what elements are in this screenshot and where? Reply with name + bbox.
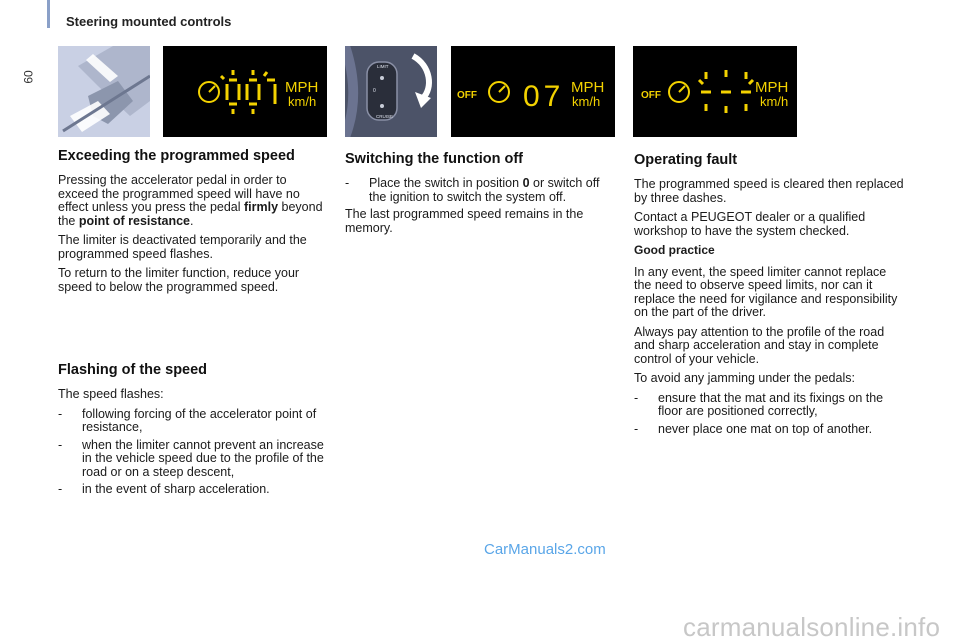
switch-zero-label: 0 [373, 88, 376, 94]
list-item: - Place the switch in position 0 or switch off the ignition to switch the system off. [345, 176, 600, 204]
off-label: OFF [457, 90, 477, 101]
column-exceeding [58, 148, 330, 300]
fault-paragraph-4: Always pay attention to the profile of the road and sharp acceleration and stay in complete control of your vehicle. [634, 324, 885, 366]
kmh-label: km/h [760, 94, 789, 109]
fault-paragraph-1: The programmed speed is cleared then replaced by three dashes. [634, 177, 904, 205]
column-switching [345, 151, 620, 241]
exceeding-paragraph-3: To return to the limiter function, reduce your speed to below the programmed speed. [58, 266, 300, 294]
fault-heading: Operating fault [634, 152, 738, 168]
flashing-speed-display [163, 46, 327, 137]
off-speed-display [451, 46, 615, 137]
switching-heading: Switching the function off [345, 151, 524, 167]
exceeding-paragraph-1: Pressing the accelerator pedal in order to exceed the programmed speed will have no effect unless you press the pedal firmly beyond the point of resistance. [58, 173, 323, 228]
fault-paragraph-2: Contact a PEUGEOT dealer or a qualified workshop to have the system checked. [634, 210, 866, 238]
column-fault [634, 152, 906, 440]
exceeding-paragraph-2: The limiter is deactivated temporarily and the programmed speed flashes. [58, 233, 307, 261]
page-number: 60 [21, 70, 36, 84]
watermark-link[interactable]: CarManuals2.com [484, 541, 606, 558]
pedal-illustration [58, 46, 150, 137]
sidebar-accent-line [47, 0, 50, 28]
list-item: - when the limiter cannot prevent an increase in the vehicle speed due to the profile of the road or on a steep descent, [58, 437, 324, 479]
switch-cruise-label: CRUISE [376, 114, 394, 119]
list-item: - following forcing of the accelerator point of resistance, [58, 406, 317, 434]
flashing-intro: The speed flashes: [58, 387, 164, 401]
programmed-speed: 07 [523, 80, 565, 113]
mph-label: MPH [285, 79, 319, 96]
switching-paragraph: The last programmed speed remains in the memory. [345, 207, 584, 235]
good-practice-heading: Good practice [634, 243, 715, 257]
list-item: - in the event of sharp acceleration. [58, 482, 270, 496]
steering-switch-photo [345, 46, 437, 137]
off-label: OFF [641, 90, 661, 101]
column-flashing [58, 362, 326, 501]
kmh-label: km/h [572, 94, 601, 109]
fault-paragraph-3: In any event, the speed limiter cannot replace the need to observe speed limits, nor can it replace the need for vigilance and responsibility on the part of the driver. [634, 264, 898, 319]
flashing-heading: Flashing of the speed [58, 362, 208, 378]
fault-paragraph-5: To avoid any jamming under the pedals: [634, 371, 855, 385]
section-title: Steering mounted controls [66, 14, 232, 29]
mph-label: MPH [571, 79, 605, 96]
list-item: - never place one mat on top of another. [634, 421, 873, 436]
fault-dashes-display [633, 46, 797, 137]
switch-limit-label: LIMIT [377, 64, 389, 69]
watermark-footer: carmanualsonline.info [683, 612, 941, 642]
exceeding-heading: Exceeding the programmed speed [58, 148, 295, 164]
list-item: - ensure that the mat and its fixings on the floor are positioned correctly, [634, 390, 884, 418]
mph-label: MPH [755, 79, 789, 96]
kmh-label: km/h [288, 94, 317, 109]
